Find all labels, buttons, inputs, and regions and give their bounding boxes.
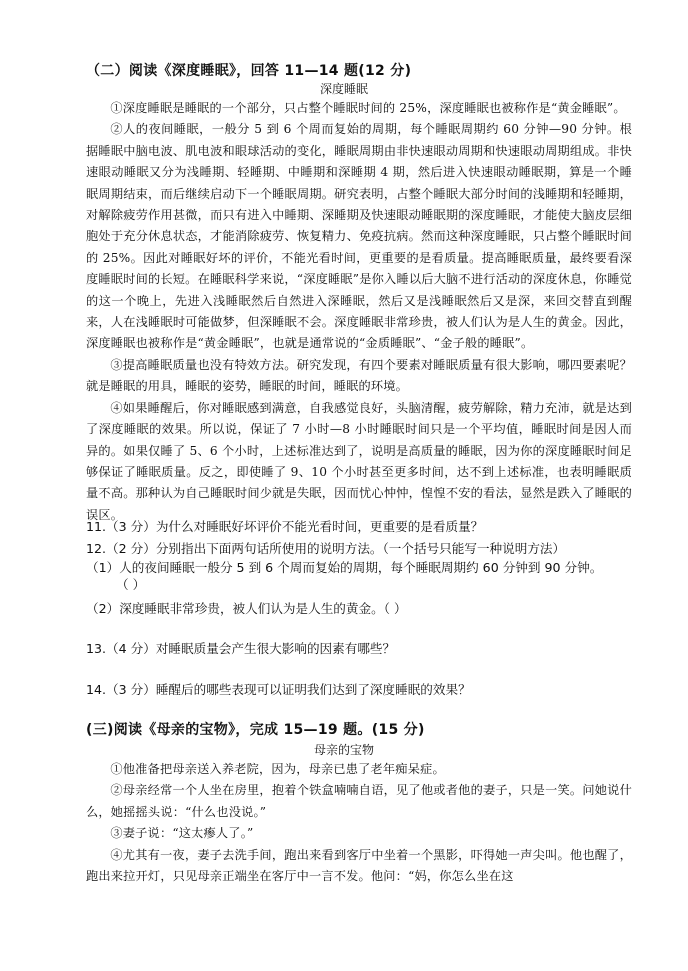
question-11: 11.（3 分）为什么对睡眠好坏评价不能光看时间，更重要的是看质量？ bbox=[86, 519, 484, 534]
paragraph-2: ②人的夜间睡眠，一般分 5 到 6 个周而复始的周期，每个睡眠周期约 60 分钟—90 分钟。根据睡眠中脑电波、肌电波和眼球活动的变化，睡眠周期由非快速眼动周期和快速眼动周期组成。非快速眼动睡眠又分为浅睡期、轻睡期、中睡期和深睡期 4 期，然后进入快速眼动睡眠期，算是一个睡眠周期结束，而后继续启动下一个睡眠周期。研究表明，占整个睡眠大部分时间的浅睡期和轻睡期，对解除疲劳作用甚微，而只有进入中睡期、深睡期及快速眼动睡眠期的深度睡眠，才能使大脑皮层细胞处于充分休息状态，才能消除疲劳、恢复精力、免疫抗病。然而这种深度睡眠，只占整个睡眠时间的 25%。因此对睡眠好坏的评价，不能光看时间，更重要的是看质量。提高睡眠质量，最终要看深度睡眠时间的长短。在睡眠科学来说，“深度睡眠”是你入睡以后大脑不进行活动的深度休息，你睡觉的这一个晚上，先进入浅睡眠然后自然进入深睡眠，然后又是浅睡眠然后又是深，来回交替直到醒来，人在浅睡眠时可能做梦，但深睡眠不会。深度睡眠非常珍贵，被人们认为是人生的黄金。因此，深度睡眠也被称作是“黄金睡眠”，也就是通常说的“金质睡眠”、“金子般的睡眠”。 bbox=[86, 122, 632, 351]
question-12: 12.（2 分）分别指出下面两句话所使用的说明方法。（一个括号只能写一种说明方法） bbox=[86, 541, 566, 556]
paragraph-3: ③提高睡眠质量也没有特效方法。研究发现，有四个要素对睡眠质量有很大影响，哪四要素呢？就是睡眠的用具，睡眠的姿势，睡眠的时间，睡眠的环境。 bbox=[86, 357, 632, 394]
article-title-deep-sleep: 深度睡眠 bbox=[319, 82, 368, 96]
paragraph-2: ②母亲经常一个人坐在房里，抱着个铁盒喃喃自语，见了他或者他的妻子，只是一笑。问她说什么，她摇摇头说：“什么也没说。” bbox=[86, 783, 632, 819]
article-mothers-treasure bbox=[86, 759, 632, 887]
question-12-item-1: （1）人的夜间睡眠一般分 5 到 6 个周而复始的周期，每个睡眠周期约 60 分钟到 90 分钟。 bbox=[86, 560, 603, 575]
answer-blank-12-1[interactable]: （ ） bbox=[116, 577, 146, 592]
paragraph-4: ④尤其有一夜，妻子去洗手间，跑出来看到客厅中坐着一个黑影，吓得她一声尖叫。他也醒了，跑出来拉开灯，只见母亲正端坐在客厅中一言不发。他问：“妈，你怎么坐在这 bbox=[86, 847, 632, 884]
paragraph-1: ①深度睡眠是睡眠的一个部分，只占整个睡眠时间的 25%，深度睡眠也被称作是“黄金睡眠”。 bbox=[110, 101, 626, 115]
paragraph-3: ③妻子说：“这太瘆人了。” bbox=[110, 826, 254, 841]
question-13: 13.（4 分）对睡眠质量会产生很大影响的因素有哪些？ bbox=[86, 641, 396, 656]
section-3-heading: (三)阅读《母亲的宝物》，完成 15—19 题。(15 分) bbox=[86, 722, 425, 738]
article-title-mothers-treasure: 母亲的宝物 bbox=[313, 743, 374, 757]
paragraph-1: ①他准备把母亲送入养老院，因为，母亲已患了老年痴呆症。 bbox=[110, 762, 445, 776]
paragraph-4: ④如果睡醒后，你对睡眠感到满意，自我感觉良好，头脑清醒，疲劳解除，精力充沛，就是达到了深度睡眠的效果。所以说，保证了 7 小时—8 小时睡眠时间只是一个平均值，睡眠时间是因人而异的。如果仅睡了 5、6 个小时，上述标准达到了，说明是高质量的睡眠，因为你的深度睡眠时间足够保证了睡眠质量。反之，即使睡了 9、10 个小时甚至更多时间，达不到上述标准，也表明睡眠质量不高。那种认为自己睡眠时间少就是失眠，因而忧心忡忡，惶惶不安的看法，显然是跌入了睡眠的误区。 bbox=[86, 400, 632, 522]
question-14: 14.（3 分）睡醒后的哪些表现可以证明我们达到了深度睡眠的效果？ bbox=[86, 682, 471, 697]
question-12-item-2: （2）深度睡眠非常珍贵，被人们认为是人生的黄金。（ ） bbox=[86, 601, 407, 616]
section-2-heading: （二）阅读《深度睡眠》，回答 11—14 题(12 分) bbox=[86, 63, 412, 79]
article-deep-sleep bbox=[86, 98, 632, 526]
